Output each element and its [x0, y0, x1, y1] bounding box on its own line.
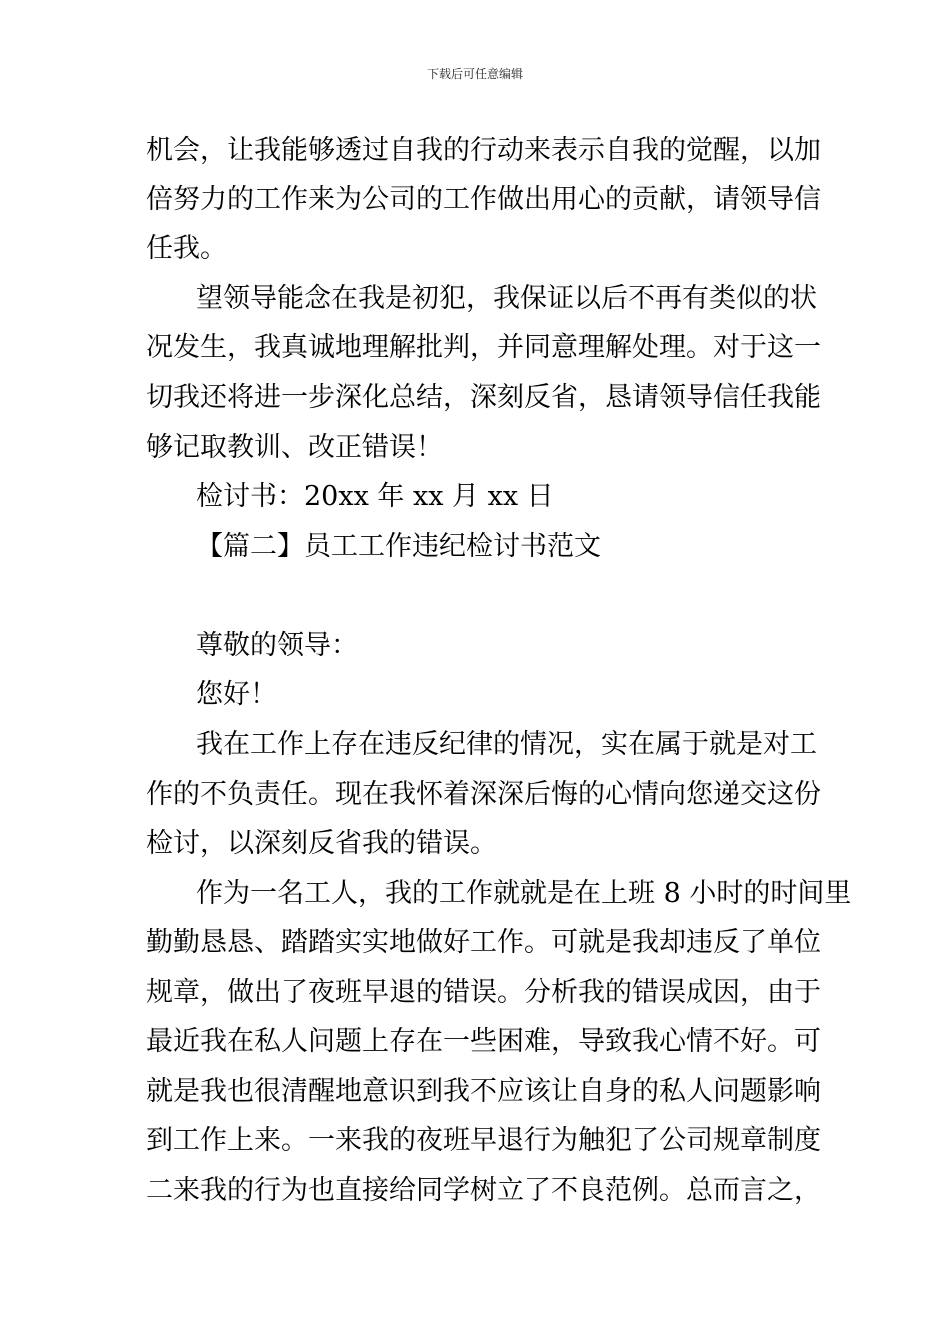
paragraph-line: 检讨，以深刻反省我的错误。: [146, 828, 497, 859]
page-header: 下载后可任意编辑: [426, 67, 523, 81]
paragraph-line: 望领导能念在我是初犯，我保证以后不再有类似的状: [196, 283, 817, 314]
paragraph-line: 作为一名工人，我的工作就就是在上班 8 小时的时间里: [196, 878, 852, 909]
paragraph-line: 切我还将进一步深化总结，深刻反省，恳请领导信任我能: [146, 382, 821, 413]
paragraph-line: 我在工作上存在违反纪律的情况，实在属于就是对工: [196, 729, 817, 760]
paragraph-line: 倍努力的工作来为公司的工作做出用心的贡献，请领导信: [146, 184, 821, 215]
section-heading: 【篇二】员工工作违纪检讨书范文: [196, 531, 601, 562]
paragraph-line: 够记取教训、改正错误！: [146, 432, 443, 463]
paragraph-line: 就是我也很清醒地意识到我不应该让自身的私人问题影响: [146, 1076, 821, 1107]
paragraph-line: 规章，做出了夜班早退的错误。分析我的错误成因，由于: [146, 977, 821, 1008]
paragraph-line: 况发生，我真诚地理解批判，并同意理解处理。对于这一: [146, 332, 821, 363]
salutation: 尊敬的领导：: [196, 630, 358, 661]
paragraph-line: 勤勤恳恳、踏踏实实地做好工作。可就是我却违反了单位: [146, 927, 821, 958]
paragraph-line: 二来我的行为也直接给同学树立了不良范例。总而言之，: [146, 1175, 821, 1206]
greeting: 您好！: [196, 679, 277, 710]
paragraph-line: 任我。: [146, 233, 227, 264]
paragraph-line: 作的不负责任。现在我怀着深深后悔的心情向您递交这份: [146, 779, 821, 810]
paragraph-line: 到工作上来。一来我的夜班早退行为触犯了公司规章制度: [146, 1125, 821, 1156]
paragraph-line: 最近我在私人问题上存在一些困难，导致我心情不好。可: [146, 1026, 821, 1057]
signature-date-line: 检讨书：20xx 年 xx 月 xx 日: [196, 481, 554, 512]
paragraph-line: 机会，让我能够透过自我的行动来表示自我的觉醒，以加: [146, 135, 821, 166]
